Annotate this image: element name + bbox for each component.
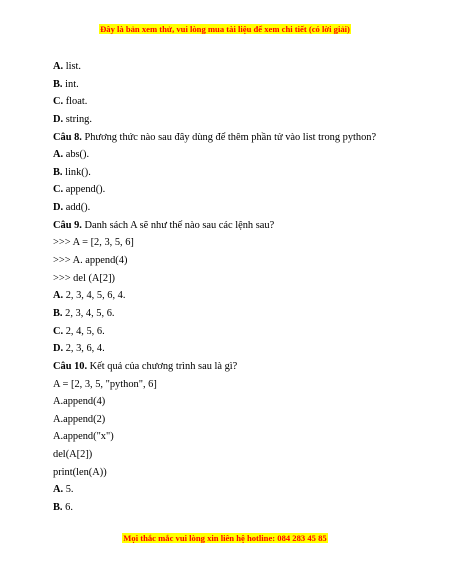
line-label: B. (53, 307, 63, 319)
line-text: link(). (62, 166, 91, 178)
quiz-line (53, 78, 433, 96)
quiz-line (53, 148, 433, 166)
quiz-line (53, 501, 433, 519)
line-text: 5. (63, 484, 74, 496)
line-label: A. (53, 484, 64, 496)
quiz-content (53, 60, 433, 519)
quiz-line (53, 166, 433, 184)
line-label: A. (53, 149, 64, 161)
line-text: add(). (63, 202, 91, 214)
line-text: print(len(A)) (53, 466, 107, 478)
line-text: int. (62, 78, 79, 90)
quiz-line (53, 272, 433, 290)
line-text: >>> del (A[2]) (53, 272, 116, 284)
line-label: C. (53, 184, 64, 196)
quiz-line (53, 466, 433, 484)
quiz-line (53, 342, 433, 360)
line-text: Danh sách A sẽ như thế nào sau các lệnh sau? (81, 219, 275, 231)
line-label: Câu 9. (53, 219, 82, 231)
line-text: 2, 3, 4, 5, 6, 4. (63, 290, 126, 302)
line-label: Câu 10. (53, 360, 88, 372)
line-text: >>> A. append(4) (53, 255, 128, 267)
quiz-line (53, 395, 433, 413)
line-text: >>> A = [2, 3, 5, 6] (53, 237, 134, 249)
line-text: list. (63, 61, 82, 72)
line-label: D. (53, 202, 64, 214)
quiz-line (53, 131, 433, 149)
line-label: B. (53, 78, 63, 90)
line-text: A.append(2) (53, 413, 106, 425)
quiz-line (53, 430, 433, 448)
line-text: 2, 3, 6, 4. (63, 343, 105, 355)
hotline-banner (0, 533, 450, 543)
line-text: 2, 3, 4, 5, 6. (62, 307, 115, 319)
quiz-line (53, 307, 433, 325)
line-label: A. (53, 290, 64, 302)
line-text: string. (63, 113, 92, 125)
quiz-line (53, 95, 433, 113)
line-text: append(). (63, 184, 106, 196)
line-label: C. (53, 96, 64, 108)
line-text: float. (63, 96, 88, 108)
quiz-line (53, 325, 433, 343)
quiz-line (53, 254, 433, 272)
line-label: Câu 8. (53, 131, 82, 143)
quiz-line (53, 201, 433, 219)
line-label: A. (53, 61, 64, 72)
preview-notice-banner (0, 24, 450, 34)
line-text: A.append("x") (53, 431, 114, 443)
quiz-line (53, 360, 433, 378)
line-text: A.append(4) (53, 396, 106, 408)
line-text: abs(). (63, 149, 90, 161)
line-label: D. (53, 343, 64, 355)
quiz-line (53, 483, 433, 501)
line-text: 6. (62, 502, 73, 514)
preview-notice-text: Đây là bản xem thử, vui lòng mua tài liệu để xem chi tiết (có lời giải) (100, 24, 350, 34)
line-text: 2, 4, 5, 6. (63, 325, 105, 337)
line-text: Kết quả của chương trình sau là gì? (87, 360, 238, 372)
quiz-line (53, 183, 433, 201)
line-text: del(A[2]) (53, 449, 93, 461)
line-label: D. (53, 113, 64, 125)
hotline-text: Mọi thắc mắc vui lòng xin liên hệ hotline: 084 283 45 85 (123, 533, 327, 543)
quiz-line (53, 236, 433, 254)
quiz-line (53, 378, 433, 396)
quiz-line (53, 289, 433, 307)
quiz-line (53, 113, 433, 131)
quiz-line (53, 219, 433, 237)
quiz-line (53, 60, 433, 78)
line-label: B. (53, 502, 63, 514)
line-text: Phương thức nào sau đây dùng để thêm phần tử vào list trong python? (81, 131, 377, 143)
quiz-line (53, 448, 433, 466)
quiz-line (53, 413, 433, 431)
line-text: A = [2, 3, 5, "python", 6] (53, 378, 157, 390)
line-label: B. (53, 166, 63, 178)
line-label: C. (53, 325, 64, 337)
